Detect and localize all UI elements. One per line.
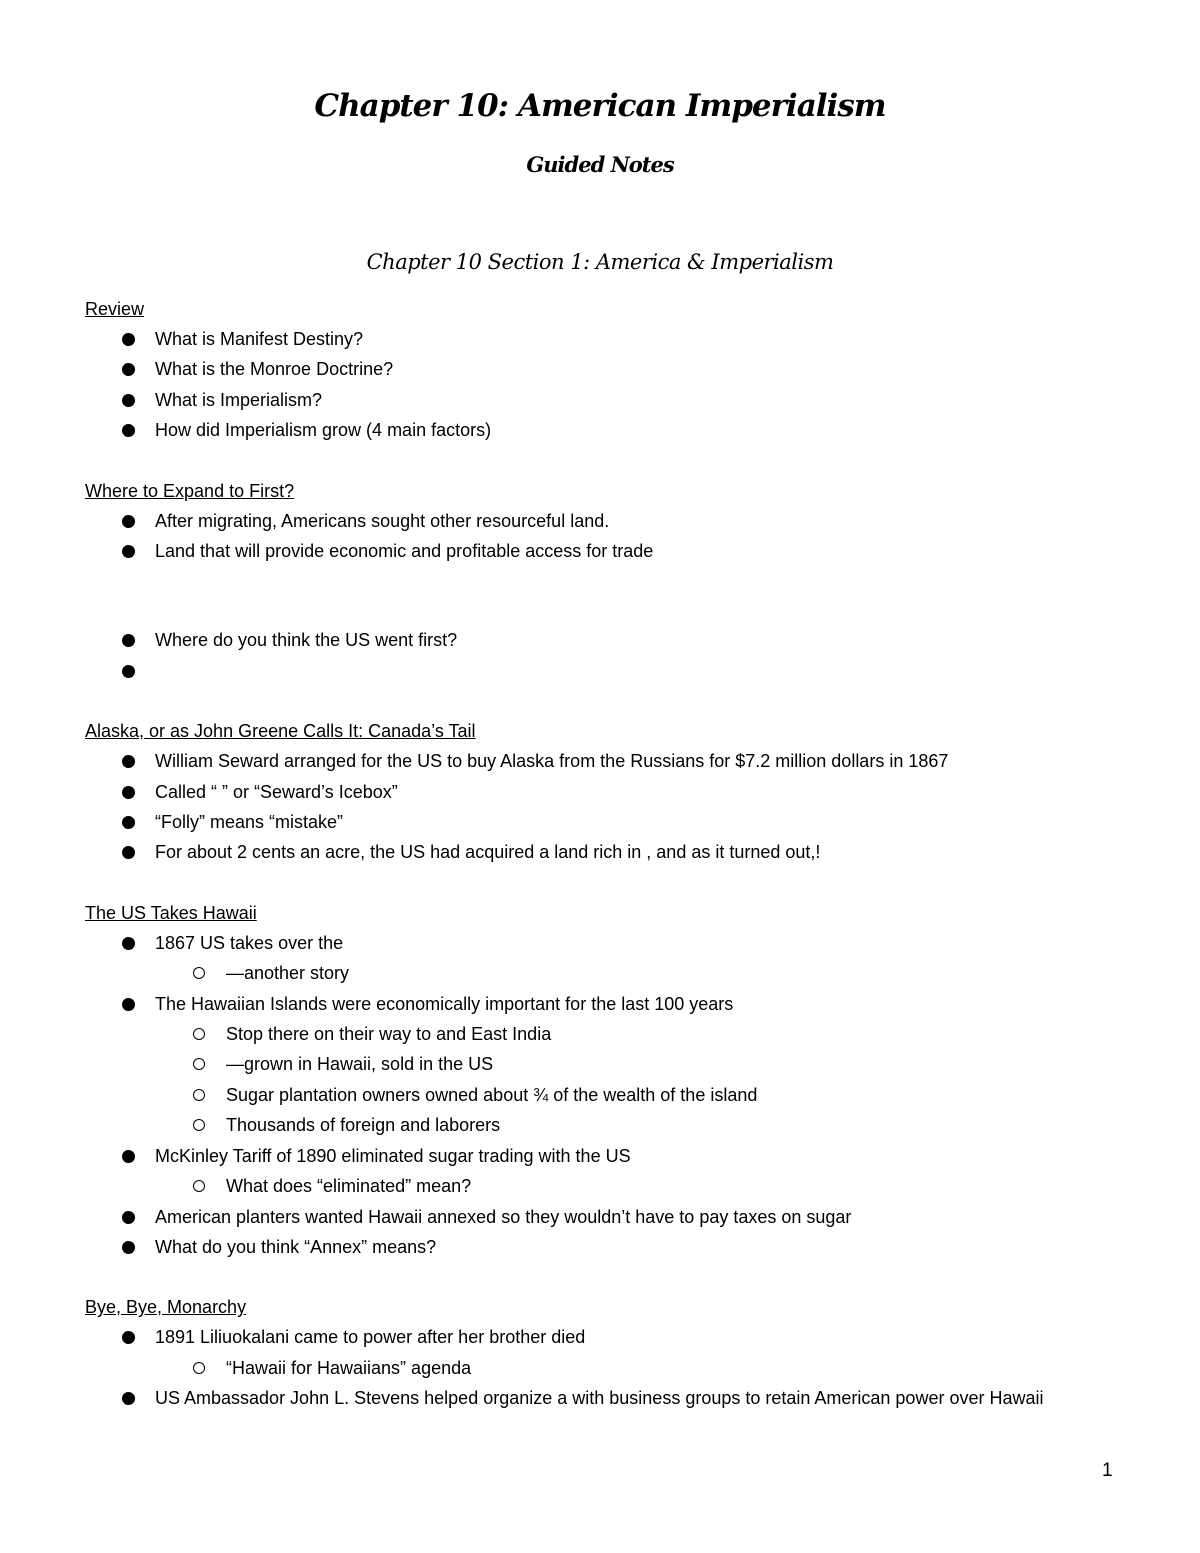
alaska-list bbox=[85, 746, 1125, 868]
bullet-icon bbox=[122, 1150, 135, 1163]
hollow-bullet-icon bbox=[193, 967, 205, 979]
list-item: What is the Monroe Doctrine? bbox=[155, 354, 1125, 384]
alaska-heading: Alaska, or as John Greene Calls It: Canada’s Tail bbox=[85, 721, 476, 742]
hawaii-sublist bbox=[155, 1171, 1125, 1201]
document-title: Chapter 10: American Imperialism bbox=[314, 88, 886, 124]
expand-list-continued bbox=[85, 625, 1125, 686]
list-item: McKinley Tariff of 1890 eliminated sugar trading with the US What does “eliminated” mean? bbox=[155, 1141, 1125, 1202]
section-heading: Chapter 10 Section 1: America & Imperialism bbox=[366, 250, 834, 274]
bullet-icon bbox=[122, 1211, 135, 1224]
list-item: Called “ ” or “Seward’s Icebox” bbox=[155, 777, 1125, 807]
sub-list-item: Thousands of foreign and laborers bbox=[226, 1110, 1125, 1140]
review-list bbox=[85, 324, 1125, 446]
hollow-bullet-icon bbox=[193, 1028, 205, 1040]
bullet-icon bbox=[122, 816, 135, 829]
bullet-icon bbox=[122, 394, 135, 407]
hawaii-heading: The US Takes Hawaii bbox=[85, 902, 257, 923]
sub-list-item: “Hawaii for Hawaiians” agenda bbox=[226, 1353, 1125, 1383]
bullet-icon bbox=[122, 515, 135, 528]
list-item: What is Imperialism? bbox=[155, 385, 1125, 415]
list-item: Land that will provide economic and profitable access for trade bbox=[155, 536, 1125, 566]
list-item: For about 2 cents an acre, the US had acquired a land rich in , and as it turned out,! bbox=[155, 837, 1125, 867]
list-item: William Seward arranged for the US to buy Alaska from the Russians for $7.2 million dollars in 1867 bbox=[155, 746, 1125, 776]
sub-list-item: Sugar plantation owners owned about ¾ of the wealth of the island bbox=[226, 1080, 1125, 1110]
sub-list-item: What does “eliminated” mean? bbox=[226, 1171, 1125, 1201]
sub-list-item: Stop there on their way to and East India bbox=[226, 1019, 1125, 1049]
hawaii-sublist bbox=[155, 958, 1125, 988]
expand-list bbox=[85, 506, 1125, 567]
monarchy-list bbox=[85, 1322, 1125, 1413]
bullet-icon bbox=[122, 786, 135, 799]
expand-heading: Where to Expand to First? bbox=[85, 480, 295, 501]
bullet-icon bbox=[122, 333, 135, 346]
sub-list-item: —another story bbox=[226, 958, 1125, 988]
hollow-bullet-icon bbox=[193, 1119, 205, 1131]
hollow-bullet-icon bbox=[193, 1058, 205, 1070]
hollow-bullet-icon bbox=[193, 1362, 205, 1374]
list-item: What is Manifest Destiny? bbox=[155, 324, 1125, 354]
list-item: 1891 Liliuokalani came to power after her brother died “Hawaii for Hawaiians” agenda bbox=[155, 1322, 1125, 1383]
hollow-bullet-icon bbox=[193, 1089, 205, 1101]
bullet-icon bbox=[122, 937, 135, 950]
list-item: The Hawaiian Islands were economically important for the last 100 years Stop there on their way to and East India —grown in Hawaii, sold in the US Sugar plantation owners owned about ¾ of the wealth of the island Thousands of foreign and laborers bbox=[155, 989, 1125, 1141]
bullet-icon bbox=[122, 1331, 135, 1344]
hawaii-sublist bbox=[155, 1019, 1125, 1141]
page-number: 1 bbox=[1102, 1460, 1113, 1481]
notes-body bbox=[85, 294, 1125, 1414]
bullet-icon bbox=[122, 424, 135, 437]
monarchy-sublist bbox=[155, 1353, 1125, 1383]
list-item: “Folly” means “mistake” bbox=[155, 807, 1125, 837]
document-subtitle: Guided Notes bbox=[526, 152, 674, 177]
bullet-icon bbox=[122, 545, 135, 558]
bullet-icon bbox=[122, 755, 135, 768]
bullet-icon bbox=[122, 846, 135, 859]
monarchy-heading: Bye, Bye, Monarchy bbox=[85, 1297, 247, 1318]
bullet-icon bbox=[122, 363, 135, 376]
review-heading: Review bbox=[85, 299, 145, 319]
bullet-icon bbox=[122, 1392, 135, 1405]
bullet-icon bbox=[122, 1241, 135, 1254]
bullet-icon bbox=[122, 634, 135, 647]
hawaii-list bbox=[85, 928, 1125, 1262]
list-item: Where do you think the US went first? bbox=[155, 625, 1125, 655]
hollow-bullet-icon bbox=[193, 1180, 205, 1192]
list-item: American planters wanted Hawaii annexed so they wouldn’t have to pay taxes on sugar bbox=[155, 1202, 1125, 1232]
list-item: How did Imperialism grow (4 main factors) bbox=[155, 415, 1125, 445]
bullet-icon bbox=[122, 665, 135, 678]
list-item: What do you think “Annex” means? bbox=[155, 1232, 1125, 1262]
sub-list-item: —grown in Hawaii, sold in the US bbox=[226, 1049, 1125, 1079]
list-item: 1867 US takes over the —another story bbox=[155, 928, 1125, 989]
bullet-icon bbox=[122, 998, 135, 1011]
list-item: US Ambassador John L. Stevens helped organize a with business groups to retain American power over Hawaii bbox=[155, 1383, 1125, 1413]
list-item bbox=[155, 656, 1125, 686]
list-item: After migrating, Americans sought other resourceful land. bbox=[155, 506, 1125, 536]
